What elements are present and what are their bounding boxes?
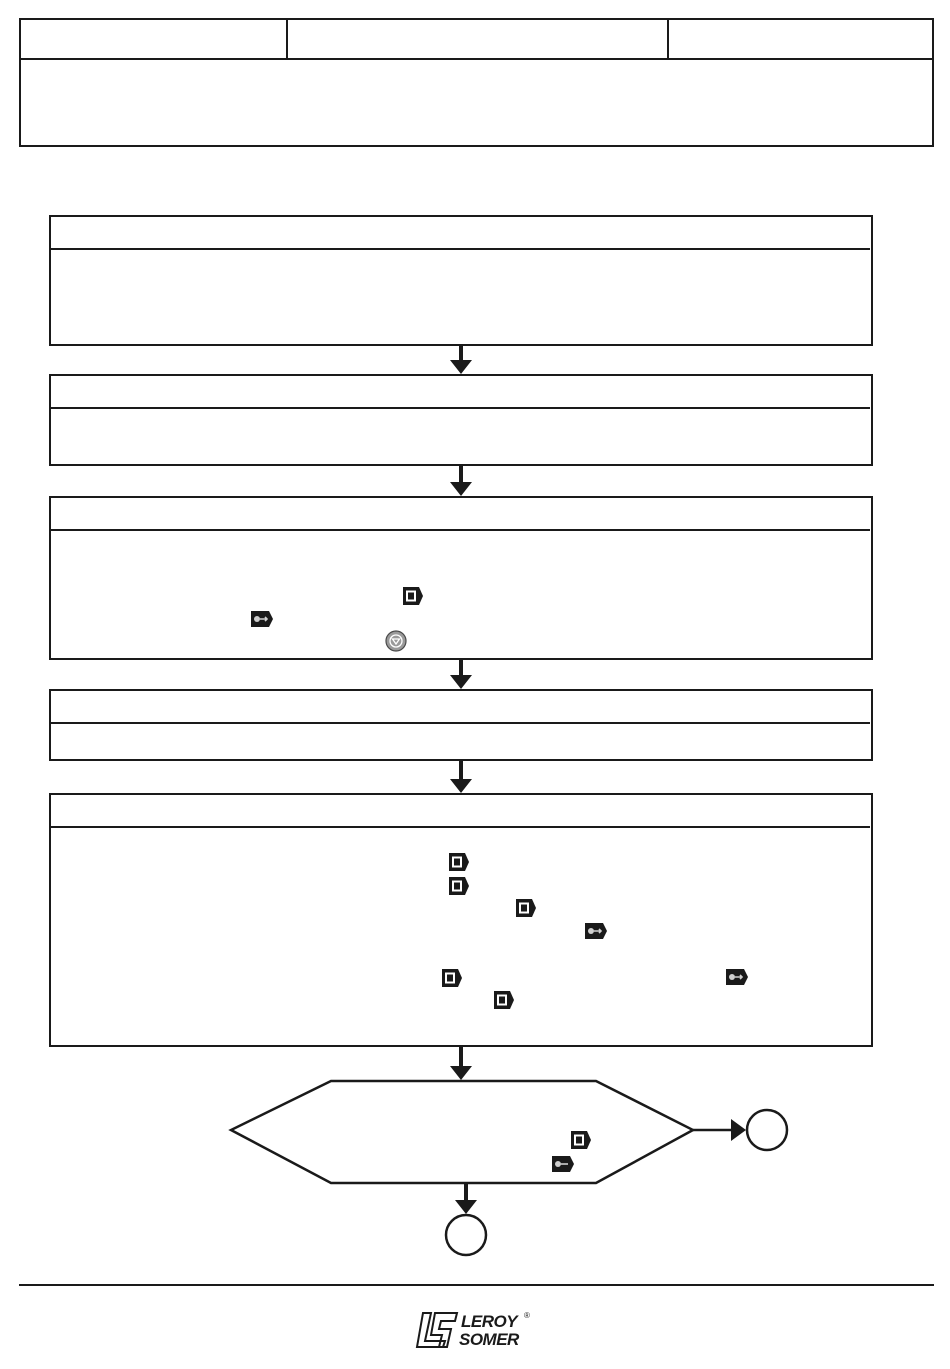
- arrow-4-5: [450, 761, 472, 793]
- logo-line-2: SOMER: [459, 1330, 519, 1349]
- parameter-square-icon: [448, 852, 470, 872]
- arrow-3-4: [450, 660, 472, 689]
- parameter-square-icon: [402, 586, 424, 606]
- logo-registered-mark: ®: [524, 1311, 530, 1320]
- key-arrow-icon: [551, 1155, 575, 1173]
- arrow-decision-down: [455, 1183, 477, 1214]
- key-arrow-icon: [725, 968, 749, 986]
- decision-shape: [231, 1081, 693, 1183]
- parameter-square-icon: [515, 898, 537, 918]
- arrow-5-decision: [450, 1047, 472, 1080]
- logo-mark-icon: [415, 1311, 459, 1349]
- terminal-bottom: [446, 1215, 486, 1255]
- arrow-1-2: [450, 346, 472, 374]
- key-arrow-icon: [250, 610, 274, 628]
- key-arrow-icon: [584, 922, 608, 940]
- parameter-square-icon: [493, 990, 515, 1010]
- footer-rule: [19, 1284, 934, 1286]
- logo-line-1: LEROY: [461, 1312, 518, 1331]
- parameter-square-icon: [448, 876, 470, 896]
- terminal-right: [747, 1110, 787, 1150]
- arrow-decision-right: [693, 1119, 746, 1141]
- company-logo: [415, 1311, 535, 1351]
- parameter-square-icon: [441, 968, 463, 988]
- stop-circle-icon: [385, 630, 407, 652]
- arrow-2-3: [450, 466, 472, 496]
- parameter-square-icon: [570, 1130, 592, 1150]
